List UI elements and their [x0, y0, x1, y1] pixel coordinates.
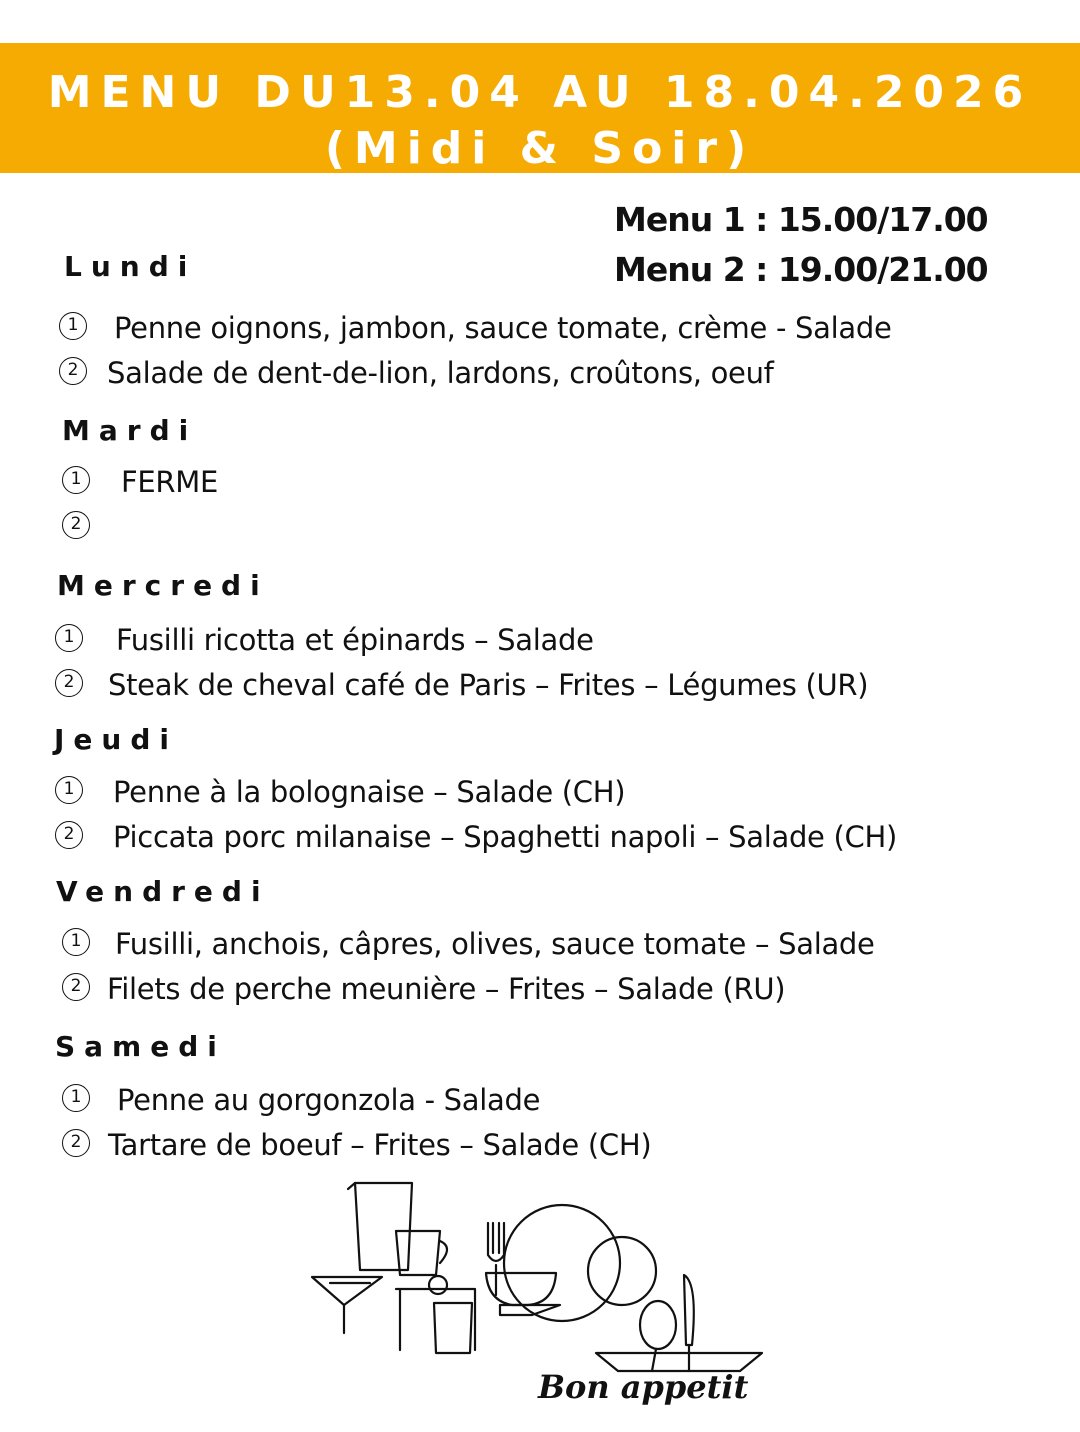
day-name: Mardi: [62, 414, 198, 447]
dish-text: Piccata porc milanaise – Spaghetti napoli – Salade (CH): [113, 820, 898, 854]
dish-text: Fusilli, anchois, câpres, olives, sauce tomate – Salade: [115, 927, 875, 961]
dish-text: Penne au gorgonzola - Salade: [117, 1083, 541, 1117]
number-1-icon: 1: [62, 466, 90, 494]
number-1-icon: 1: [59, 312, 87, 340]
number-2-icon: 2: [59, 357, 87, 385]
dish-text: Tartare de boeuf – Frites – Salade (CH): [108, 1128, 652, 1162]
day-name: Samedi: [55, 1030, 226, 1063]
dish-text: Steak de cheval café de Paris – Frites – Légumes (UR): [108, 668, 869, 702]
number-2-icon: 2: [55, 821, 83, 849]
service-times: [614, 195, 988, 295]
header-banner: [0, 43, 1080, 173]
number-2-icon: 2: [62, 973, 90, 1001]
dish-text: Salade de dent-de-lion, lardons, croûtons, oeuf: [107, 356, 774, 390]
dish-text: Fusilli ricotta et épinards – Salade: [116, 623, 594, 657]
number-1-icon: 1: [55, 624, 83, 652]
number-1-icon: 1: [55, 776, 83, 804]
dish-text: FERME: [121, 465, 218, 499]
number-2-icon: 2: [55, 669, 83, 697]
menu2-time: Menu 2 : 19.00/21.00: [614, 250, 988, 289]
dish-text: Filets de perche meunière – Frites – Salade (RU): [107, 972, 786, 1006]
signature-text: Bon appetit: [538, 1368, 749, 1406]
number-1-icon: 1: [62, 1084, 90, 1112]
menu-title: MENU DU13.04 AU 18.04.2026: [47, 67, 1033, 118]
day-name: Vendredi: [56, 875, 270, 908]
menu-subtitle: (Midi & Soir): [324, 123, 756, 174]
menu1-time: Menu 1 : 15.00/17.00: [614, 200, 988, 239]
number-2-icon: 2: [62, 1129, 90, 1157]
day-name: Mercredi: [57, 569, 269, 602]
number-2-icon: 2: [62, 511, 90, 539]
day-name: Lundi: [64, 250, 197, 283]
day-name: Jeudi: [54, 723, 178, 756]
dish-text: Penne à la bolognaise – Salade (CH): [113, 775, 626, 809]
dish-text: Penne oignons, jambon, sauce tomate, crème - Salade: [114, 311, 892, 345]
number-1-icon: 1: [62, 928, 90, 956]
